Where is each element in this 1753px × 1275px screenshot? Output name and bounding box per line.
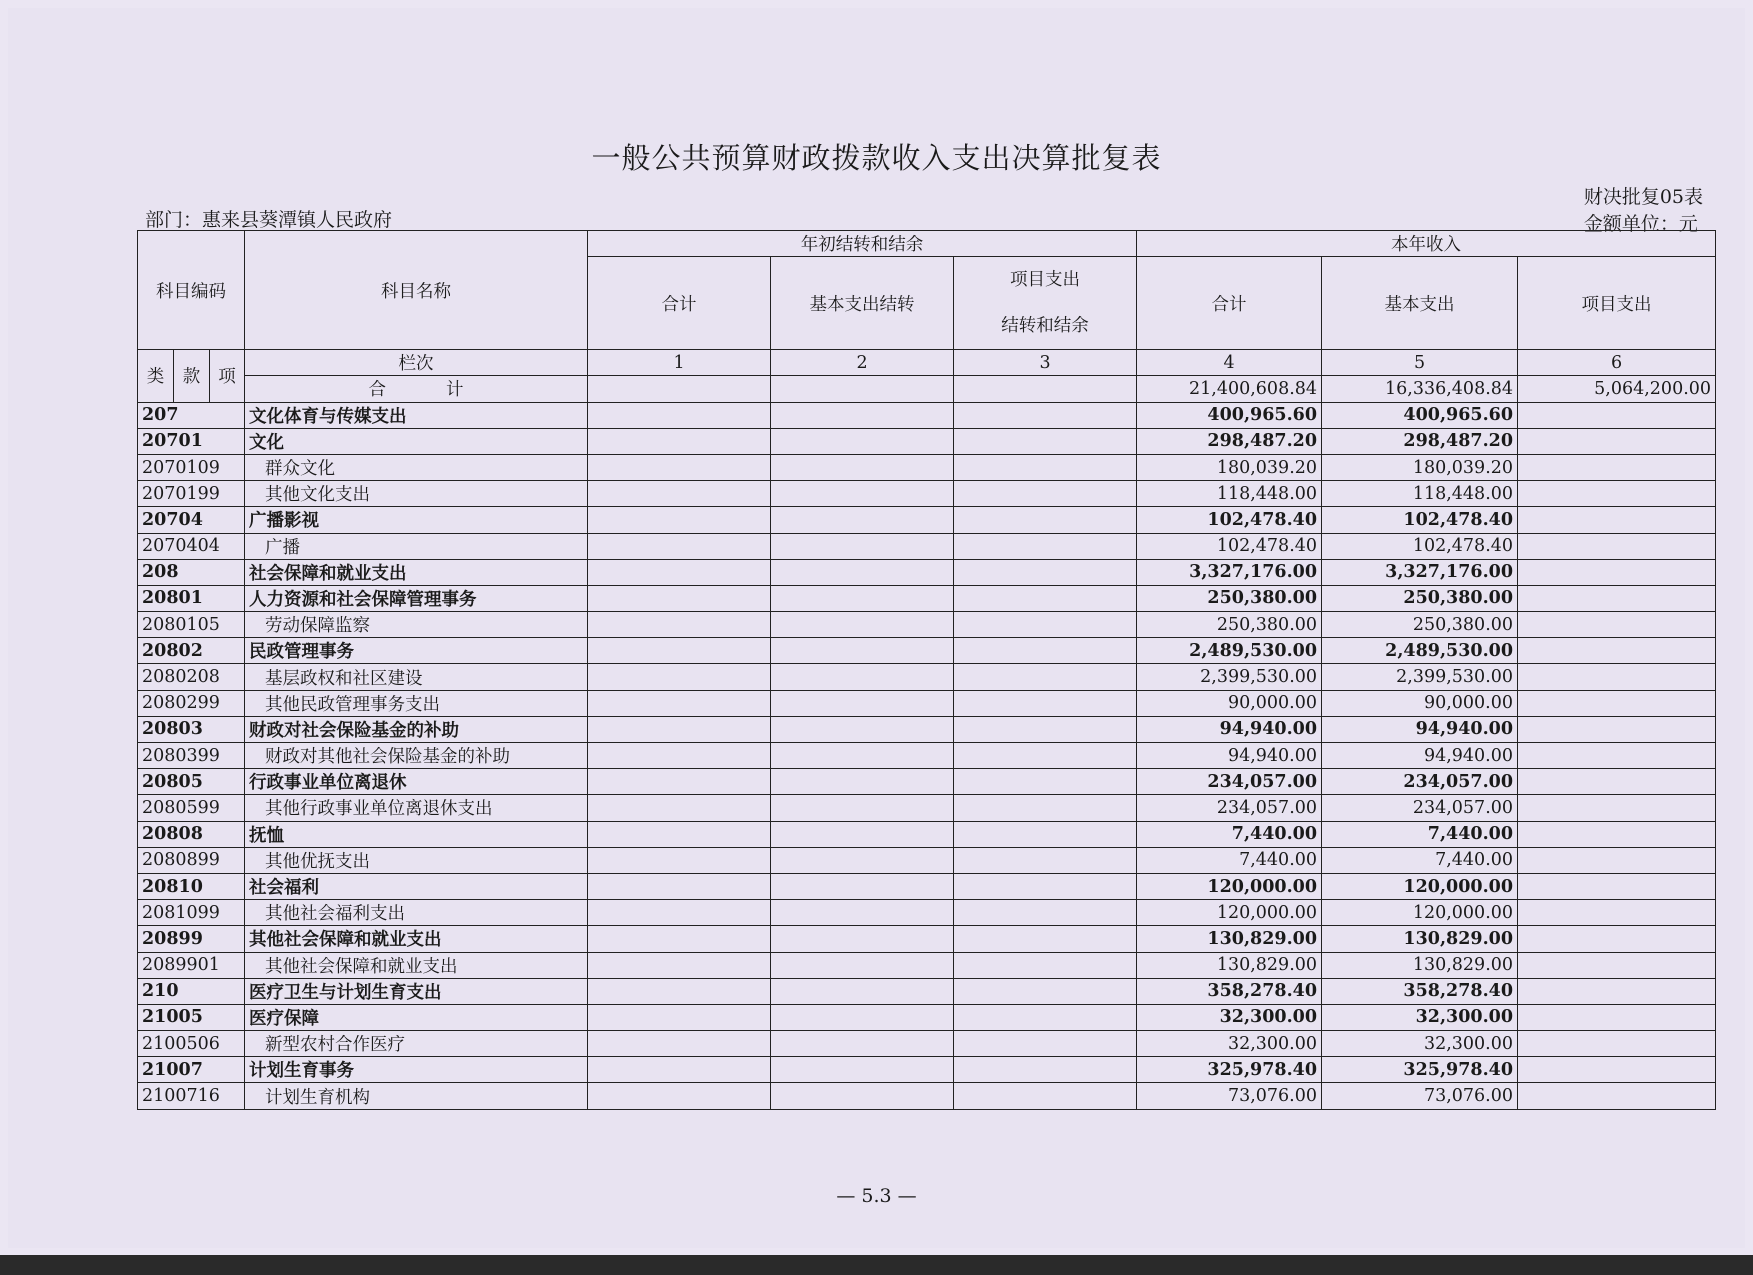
row-basic: 94,940.00 — [1322, 716, 1518, 742]
row-name: 人力资源和社会保障管理事务 — [245, 585, 588, 611]
row-g1-project — [954, 454, 1137, 480]
row-total: 234,057.00 — [1137, 769, 1322, 795]
row-name: 民政管理事务 — [245, 638, 588, 664]
row-code: 21007 — [138, 1057, 245, 1083]
table-row — [138, 481, 1716, 507]
total-row-total: 21,400,608.84 — [1137, 376, 1322, 402]
row-basic: 90,000.00 — [1322, 690, 1518, 716]
row-name: 其他行政事业单位离退休支出 — [245, 795, 588, 821]
row-project — [1518, 428, 1716, 454]
row-g1-project — [954, 1031, 1137, 1057]
row-total: 298,487.20 — [1137, 428, 1322, 454]
row-name: 其他社会保障和就业支出 — [245, 952, 588, 978]
row-g1-project — [954, 428, 1137, 454]
table-row — [138, 952, 1716, 978]
row-name: 计划生育机构 — [245, 1083, 588, 1109]
row-g1-total — [588, 1031, 771, 1057]
row-g1-project — [954, 1083, 1137, 1109]
row-code: 2080399 — [138, 743, 245, 769]
row-name: 社会福利 — [245, 873, 588, 899]
row-code: 20899 — [138, 926, 245, 952]
row-code: 2070404 — [138, 533, 245, 559]
row-total: 250,380.00 — [1137, 585, 1322, 611]
row-g1-basic — [771, 481, 954, 507]
row-name: 其他文化支出 — [245, 481, 588, 507]
budget-table — [137, 230, 1716, 1110]
total-row-label — [245, 376, 588, 402]
row-basic: 32,300.00 — [1322, 1031, 1518, 1057]
table-row — [138, 1004, 1716, 1030]
row-basic: 7,440.00 — [1322, 847, 1518, 873]
row-g1-basic — [771, 690, 954, 716]
row-code: 210 — [138, 978, 245, 1004]
row-g1-basic — [771, 1057, 954, 1083]
row-code: 208 — [138, 559, 245, 585]
row-g1-total — [588, 402, 771, 428]
row-g1-project — [954, 585, 1137, 611]
page-title: 一般公共预算财政拨款收入支出决算批复表 — [591, 141, 1162, 175]
table-row — [138, 690, 1716, 716]
row-project — [1518, 873, 1716, 899]
header-xiang: 项 — [210, 350, 245, 402]
row-g1-project — [954, 559, 1137, 585]
header-carryover-group: 年初结转和结余 — [588, 231, 1137, 257]
row-g1-basic — [771, 428, 954, 454]
row-total: 73,076.00 — [1137, 1083, 1322, 1109]
total-row-basic: 16,336,408.84 — [1322, 376, 1518, 402]
row-project — [1518, 1004, 1716, 1030]
row-g1-total — [588, 978, 771, 1004]
scan-edge — [0, 1255, 1753, 1275]
row-g1-project — [954, 821, 1137, 847]
row-g1-project — [954, 847, 1137, 873]
row-g1-total — [588, 1057, 771, 1083]
row-g1-basic — [771, 559, 954, 585]
row-g1-total — [588, 690, 771, 716]
row-g1-basic — [771, 612, 954, 638]
row-basic: 2,489,530.00 — [1322, 638, 1518, 664]
row-g1-basic — [771, 926, 954, 952]
row-g1-total — [588, 664, 771, 690]
row-g1-total — [588, 873, 771, 899]
row-basic: 234,057.00 — [1322, 795, 1518, 821]
row-g1-total — [588, 454, 771, 480]
row-code: 207 — [138, 402, 245, 428]
table-row — [138, 926, 1716, 952]
row-project — [1518, 978, 1716, 1004]
row-g1-basic — [771, 1083, 954, 1109]
row-name: 财政对其他社会保险基金的补助 — [245, 743, 588, 769]
table-row — [138, 769, 1716, 795]
row-g1-total — [588, 428, 771, 454]
row-g1-project — [954, 664, 1137, 690]
table-row — [138, 533, 1716, 559]
row-basic: 250,380.00 — [1322, 585, 1518, 611]
row-total: 120,000.00 — [1137, 873, 1322, 899]
row-total: 180,039.20 — [1137, 454, 1322, 480]
row-basic: 102,478.40 — [1322, 507, 1518, 533]
row-project — [1518, 612, 1716, 638]
row-code: 20810 — [138, 873, 245, 899]
header-g1-project-line2: 结转和结余 — [1001, 316, 1089, 337]
row-g1-basic — [771, 821, 954, 847]
row-g1-project — [954, 873, 1137, 899]
table-row — [138, 612, 1716, 638]
table-row — [138, 978, 1716, 1004]
col-num-6: 6 — [1518, 350, 1716, 376]
header-lei: 类 — [138, 350, 174, 402]
table-row — [138, 1083, 1716, 1109]
row-basic: 180,039.20 — [1322, 454, 1518, 480]
row-g1-total — [588, 743, 771, 769]
table-row — [138, 664, 1716, 690]
row-g1-project — [954, 743, 1137, 769]
row-code: 2080208 — [138, 664, 245, 690]
row-project — [1518, 900, 1716, 926]
row-g1-total — [588, 612, 771, 638]
row-name: 广播 — [245, 533, 588, 559]
row-total: 358,278.40 — [1137, 978, 1322, 1004]
row-g1-project — [954, 402, 1137, 428]
row-total: 130,829.00 — [1137, 926, 1322, 952]
row-code: 21005 — [138, 1004, 245, 1030]
row-basic: 120,000.00 — [1322, 900, 1518, 926]
row-g1-basic — [771, 402, 954, 428]
row-basic: 2,399,530.00 — [1322, 664, 1518, 690]
row-g1-basic — [771, 847, 954, 873]
row-total: 130,829.00 — [1137, 952, 1322, 978]
row-basic: 102,478.40 — [1322, 533, 1518, 559]
row-code: 2080899 — [138, 847, 245, 873]
row-g1-basic — [771, 873, 954, 899]
row-project — [1518, 769, 1716, 795]
table-row — [138, 1031, 1716, 1057]
table-row — [138, 638, 1716, 664]
row-g1-total — [588, 1083, 771, 1109]
row-g1-project — [954, 1057, 1137, 1083]
row-name: 基层政权和社区建设 — [245, 664, 588, 690]
header-g1-basic: 基本支出结转 — [771, 257, 954, 350]
row-basic: 400,965.60 — [1322, 402, 1518, 428]
col-num-2: 2 — [771, 350, 954, 376]
row-g1-project — [954, 481, 1137, 507]
row-name: 其他社会保障和就业支出 — [245, 926, 588, 952]
col-num-5: 5 — [1322, 350, 1518, 376]
row-code: 20803 — [138, 716, 245, 742]
row-name: 医疗卫生与计划生育支出 — [245, 978, 588, 1004]
row-code: 20802 — [138, 638, 245, 664]
row-code: 2100506 — [138, 1031, 245, 1057]
header-g1-project — [954, 257, 1137, 350]
row-project — [1518, 507, 1716, 533]
header-income-group: 本年收入 — [1137, 231, 1716, 257]
row-total: 94,940.00 — [1137, 716, 1322, 742]
row-total: 32,300.00 — [1137, 1031, 1322, 1057]
row-g1-total — [588, 795, 771, 821]
row-basic: 3,327,176.00 — [1322, 559, 1518, 585]
row-code: 20701 — [138, 428, 245, 454]
row-g1-total — [588, 638, 771, 664]
total-label-a: 合 — [368, 380, 387, 401]
row-g1-project — [954, 1004, 1137, 1030]
row-code: 2089901 — [138, 952, 245, 978]
table-row — [138, 821, 1716, 847]
row-basic: 358,278.40 — [1322, 978, 1518, 1004]
row-total: 120,000.00 — [1137, 900, 1322, 926]
header-kuan: 款 — [174, 350, 210, 402]
row-g1-total — [588, 533, 771, 559]
row-name: 文化体育与传媒支出 — [245, 402, 588, 428]
row-g1-project — [954, 926, 1137, 952]
row-g1-project — [954, 795, 1137, 821]
table-row — [138, 402, 1716, 428]
row-basic: 94,940.00 — [1322, 743, 1518, 769]
row-g1-total — [588, 821, 771, 847]
row-g1-project — [954, 690, 1137, 716]
row-basic: 234,057.00 — [1322, 769, 1518, 795]
header-name: 科目名称 — [245, 231, 588, 350]
row-g1-project — [954, 507, 1137, 533]
row-g1-basic — [771, 507, 954, 533]
row-g1-basic — [771, 1031, 954, 1057]
row-g1-project — [954, 533, 1137, 559]
row-basic: 298,487.20 — [1322, 428, 1518, 454]
row-g1-project — [954, 716, 1137, 742]
row-g1-basic — [771, 978, 954, 1004]
col-num-4: 4 — [1137, 350, 1322, 376]
row-project — [1518, 638, 1716, 664]
row-project — [1518, 795, 1716, 821]
row-g1-basic — [771, 454, 954, 480]
header-g2-project: 项目支出 — [1518, 257, 1716, 350]
row-code: 2080299 — [138, 690, 245, 716]
row-total: 2,399,530.00 — [1137, 664, 1322, 690]
row-project — [1518, 1057, 1716, 1083]
row-g1-total — [588, 716, 771, 742]
row-project — [1518, 664, 1716, 690]
row-basic: 130,829.00 — [1322, 926, 1518, 952]
table-row — [138, 428, 1716, 454]
row-g1-basic — [771, 664, 954, 690]
row-g1-total — [588, 952, 771, 978]
row-g1-total — [588, 559, 771, 585]
row-name: 劳动保障监察 — [245, 612, 588, 638]
header-g2-total: 合计 — [1137, 257, 1322, 350]
row-g1-basic — [771, 716, 954, 742]
row-code: 2070109 — [138, 454, 245, 480]
row-project — [1518, 690, 1716, 716]
row-total: 3,327,176.00 — [1137, 559, 1322, 585]
row-g1-project — [954, 978, 1137, 1004]
table-row — [138, 1057, 1716, 1083]
row-code: 20801 — [138, 585, 245, 611]
row-g1-basic — [771, 795, 954, 821]
row-name: 行政事业单位离退休 — [245, 769, 588, 795]
row-name: 广播影视 — [245, 507, 588, 533]
table-row — [138, 795, 1716, 821]
row-total: 32,300.00 — [1137, 1004, 1322, 1030]
total-label-b: 计 — [446, 380, 464, 401]
table-row — [138, 716, 1716, 742]
row-basic: 325,978.40 — [1322, 1057, 1518, 1083]
row-total: 400,965.60 — [1137, 402, 1322, 428]
table-row — [138, 585, 1716, 611]
row-total: 94,940.00 — [1137, 743, 1322, 769]
row-g1-basic — [771, 1004, 954, 1030]
row-g1-project — [954, 900, 1137, 926]
row-g1-basic — [771, 743, 954, 769]
header-g2-basic: 基本支出 — [1322, 257, 1518, 350]
row-project — [1518, 821, 1716, 847]
row-code: 2081099 — [138, 900, 245, 926]
row-g1-total — [588, 507, 771, 533]
table-row — [138, 454, 1716, 480]
row-g1-total — [588, 900, 771, 926]
header-lanci: 栏次 — [245, 350, 588, 376]
row-name: 群众文化 — [245, 454, 588, 480]
row-total: 102,478.40 — [1137, 533, 1322, 559]
row-name: 其他社会福利支出 — [245, 900, 588, 926]
row-total: 234,057.00 — [1137, 795, 1322, 821]
row-total: 102,478.40 — [1137, 507, 1322, 533]
row-basic: 250,380.00 — [1322, 612, 1518, 638]
amount-unit: 金额单位：元 — [1583, 213, 1698, 235]
table-row — [138, 873, 1716, 899]
table-row — [138, 900, 1716, 926]
row-project — [1518, 1031, 1716, 1057]
row-total: 2,489,530.00 — [1137, 638, 1322, 664]
row-name: 计划生育事务 — [245, 1057, 588, 1083]
row-name: 医疗保障 — [245, 1004, 588, 1030]
row-name: 财政对社会保险基金的补助 — [245, 716, 588, 742]
row-name: 其他民政管理事务支出 — [245, 690, 588, 716]
row-g1-total — [588, 1004, 771, 1030]
row-project — [1518, 716, 1716, 742]
row-g1-basic — [771, 900, 954, 926]
row-project — [1518, 1083, 1716, 1109]
row-code: 20808 — [138, 821, 245, 847]
row-basic: 130,829.00 — [1322, 952, 1518, 978]
row-code: 2080599 — [138, 795, 245, 821]
row-code: 2100716 — [138, 1083, 245, 1109]
row-g1-total — [588, 585, 771, 611]
row-code: 2070199 — [138, 481, 245, 507]
row-g1-project — [954, 612, 1137, 638]
row-g1-basic — [771, 585, 954, 611]
table-row — [138, 507, 1716, 533]
col-num-1: 1 — [588, 350, 771, 376]
row-name: 文化 — [245, 428, 588, 454]
row-code: 20805 — [138, 769, 245, 795]
row-project — [1518, 533, 1716, 559]
row-g1-project — [954, 952, 1137, 978]
row-project — [1518, 847, 1716, 873]
row-project — [1518, 559, 1716, 585]
row-project — [1518, 402, 1716, 428]
row-project — [1518, 743, 1716, 769]
row-code: 2080105 — [138, 612, 245, 638]
row-total: 7,440.00 — [1137, 821, 1322, 847]
row-g1-total — [588, 769, 771, 795]
form-number: 财决批复05表 — [1583, 186, 1703, 208]
row-project — [1518, 926, 1716, 952]
row-basic: 32,300.00 — [1322, 1004, 1518, 1030]
row-total: 90,000.00 — [1137, 690, 1322, 716]
row-g1-total — [588, 926, 771, 952]
row-basic: 73,076.00 — [1322, 1083, 1518, 1109]
total-row-project: 5,064,200.00 — [1518, 376, 1716, 402]
table-row — [138, 559, 1716, 585]
table-row — [138, 743, 1716, 769]
row-total: 7,440.00 — [1137, 847, 1322, 873]
row-total: 118,448.00 — [1137, 481, 1322, 507]
table-row — [138, 847, 1716, 873]
row-g1-basic — [771, 533, 954, 559]
row-name: 社会保障和就业支出 — [245, 559, 588, 585]
row-basic: 7,440.00 — [1322, 821, 1518, 847]
row-project — [1518, 585, 1716, 611]
row-g1-total — [588, 481, 771, 507]
row-basic: 120,000.00 — [1322, 873, 1518, 899]
row-g1-project — [954, 638, 1137, 664]
row-basic: 118,448.00 — [1322, 481, 1518, 507]
header-code: 科目编码 — [138, 231, 245, 350]
page-number: — 5.3 — — [836, 1185, 917, 1207]
header-g1-total: 合计 — [588, 257, 771, 350]
row-project — [1518, 952, 1716, 978]
header-g1-project-line1: 项目支出 — [1010, 270, 1081, 291]
row-g1-basic — [771, 638, 954, 664]
row-name: 其他优抚支出 — [245, 847, 588, 873]
row-project — [1518, 454, 1716, 480]
row-g1-project — [954, 769, 1137, 795]
row-total: 250,380.00 — [1137, 612, 1322, 638]
row-total: 325,978.40 — [1137, 1057, 1322, 1083]
row-g1-basic — [771, 769, 954, 795]
row-g1-total — [588, 847, 771, 873]
row-g1-basic — [771, 952, 954, 978]
row-code: 20704 — [138, 507, 245, 533]
row-project — [1518, 481, 1716, 507]
col-num-3: 3 — [954, 350, 1137, 376]
row-name: 抚恤 — [245, 821, 588, 847]
row-name: 新型农村合作医疗 — [245, 1031, 588, 1057]
department-label: 部门：惠来县葵潭镇人民政府 — [145, 209, 393, 231]
